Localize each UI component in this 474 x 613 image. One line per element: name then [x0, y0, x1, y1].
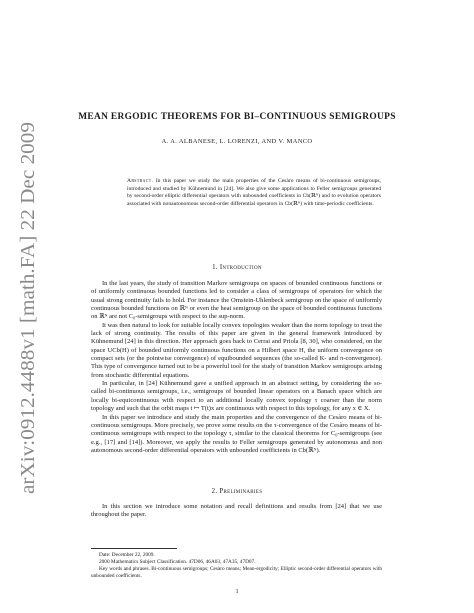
paragraph: In particular, in [24] Kühnemund gave a unified approach in an abstract setting, by considering the so-called bi-continuous semigroups, i.e., semigroups of bounded linear operators on a Banach space which are locally bi-equicontinuous with respect to an additional locally convex topology τ coarser than the norm topology and such that the orbit maps t ↦ T(t)x are continuous with respect to this topology, for any x ∈ X.: [91, 380, 382, 413]
abstract-text: In this paper we study the main properties of the Cesàro means of bi-continuous semigroups, introduced and studied by Kühnemund in [24]. We also give some applications to Feller semigroups generated by second-order elliptic differential operators with unbounded coefficients in Cb(ℝᴺ) and to evolution operators associated with nonautonomous second-order differential operators in Cb(ℝᴺ) with time-periodic coefficients.: [127, 178, 381, 207]
section-heading-preliminaries: 2. Preliminaries: [211, 488, 263, 495]
paragraph: It was then natural to look for suitable locally convex topologies weaker than the norm topology to treat the lack of strong continuity. The results of this paper are given in the general framework introduced by Kühnemund [24] in this direction. Her approach goes back to Cerrai and Priola [8, 30], who considered, on the space UCb(H) of bounded uniformly continuous functions on a Hilbert space H, the uniform convergence on compact sets (or the pointwise convergence) of equibounded sequences (the so-called K- and π-convergence). This type of convergence turned out to be a powerful tool for the study of transition Markov semigroups arising from stochastic differential equations.: [91, 321, 382, 379]
footnote-rule: [91, 548, 177, 549]
arxiv-stamp-text: arXiv:0912.4488v1 [math.FA] 22 Dec 2009: [18, 152, 39, 494]
paper-title: MEAN ERGODIC THEOREMS FOR BI–CONTINUOUS SEMIGROUPS: [78, 112, 396, 122]
abstract-label: Abstract.: [127, 178, 154, 184]
footnotes: [91, 552, 382, 580]
arxiv-stamp: [6, 118, 46, 498]
introduction-body: [91, 280, 382, 455]
paragraph: In the last years, the study of transition Markov semigroups on spaces of bounded continuous functions or of uniformly continuous bounded functions led to consider a class of semigroups of operators for which the usual strong continuity fails to hold. For instance the Ornstein-Uhlenbeck semigroup on the space of uniformly continuous bounded functions on ℝᴺ or even the heat semigroup on the space of bounded continuous functions on ℝᴺ are not C₀-semigroups with respect to the sup-norm.: [91, 280, 382, 321]
preliminaries-body: [91, 503, 382, 520]
abstract: [127, 178, 381, 208]
footnote-msc: 2000 Mathematics Subject Classification. 47D06, 46A03, 47A35, 47D07.: [99, 559, 256, 566]
footnote-keywords: Key words and phrases. Bi-continuous semigroups; Cesàro means; Mean-ergodicity; Elliptic second-order differential operators with unbounded coefficients.: [91, 566, 382, 580]
paragraph: In this paper we introduce and study the main properties and the convergence of the Cesàro means of bi-continuous semigroups. More precisely, we prove some results on the τ-convergence of the Cesàro means of bi-continuous semigroups with respect to the topology τ, similar to the classical theorems for C₀-semigroups (see e.g., [17] and [14]). Moreover, we apply the results to Feller semigroups generated by autonomous and non autonomous second-order differential operators with unbounded coefficients in Cb(ℝᴺ).: [91, 413, 382, 454]
footnote-date: Date: December 22, 2009.: [99, 552, 155, 558]
section-heading-introduction: 1. Introduction: [212, 264, 262, 271]
page-number: 1: [235, 588, 239, 595]
paragraph: In this section we introduce some notation and recall definitions and results from [24] that we use throughout the paper.: [91, 503, 382, 519]
author-list: A. A. ALBANESE, L. LORENZI, AND V. MANCO: [161, 138, 313, 145]
